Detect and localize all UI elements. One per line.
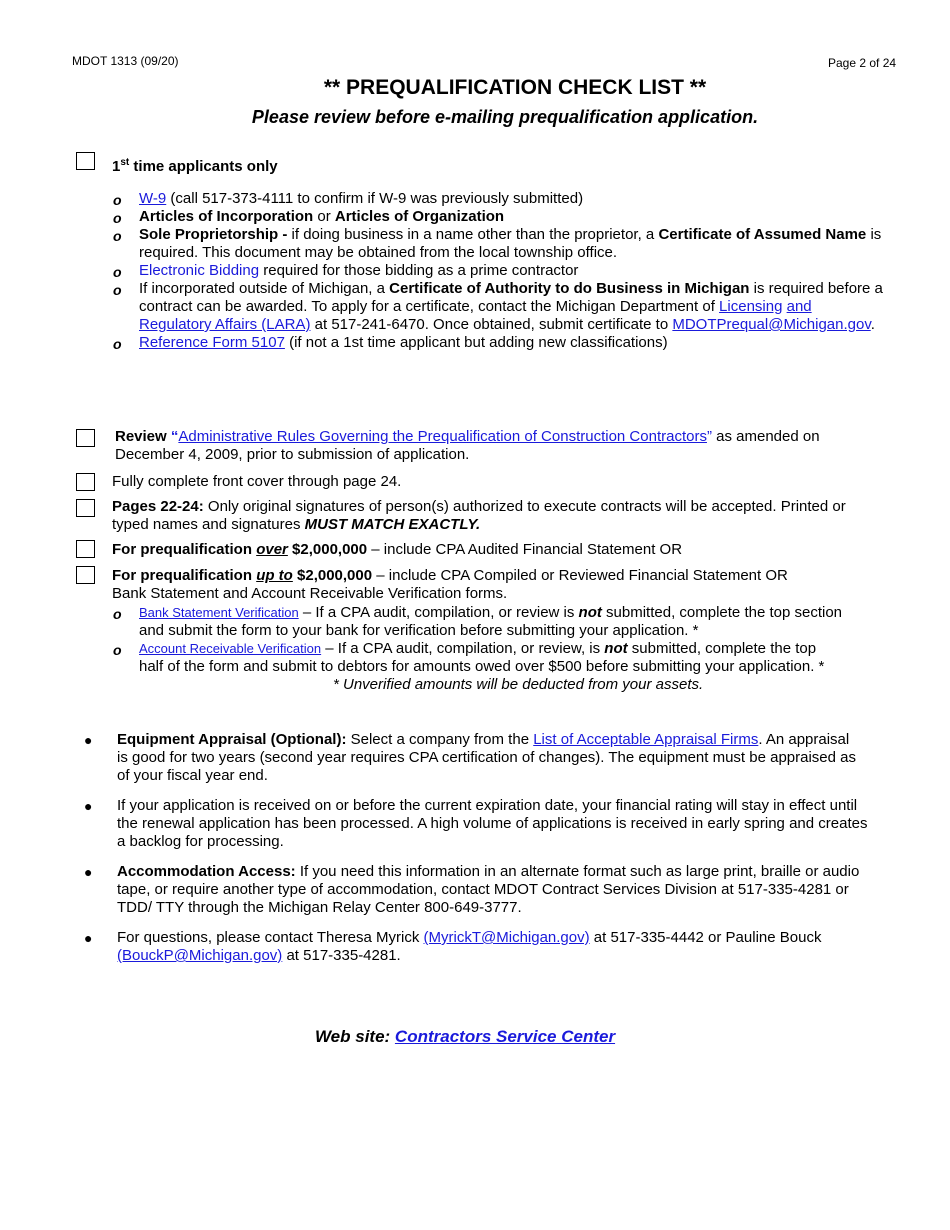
signatures-checkbox[interactable] [76,499,95,517]
bouck-email-link[interactable]: (BouckP@Michigan.gov) [117,947,283,964]
complete-checkbox[interactable] [76,473,95,491]
bullet-o-icon: o [113,606,122,622]
review-item: Review “Administrative Rules Governing the Prequalification of Construction Contractors” as amended on December 4, 2009, prior to submission of application. [115,428,820,463]
page-number: Page 2 of 24 [828,56,897,70]
equipment-appraisal-item: Equipment Appraisal (Optional): Select a company from the List of Acceptable Appraisal Firms. An appraisal is good for two years (second year requires CPA certification of changes). The equipment must be appraised as of your fiscal year end. [117,731,856,784]
list-item: Articles of Incorporation or Articles of Organization [139,208,505,225]
bullet-o-icon: o [113,264,122,280]
w9-link[interactable]: W-9 [139,190,167,207]
review-checkbox[interactable] [76,429,95,447]
account-receivable-link[interactable]: Account Receivable Verification [139,641,322,656]
list-item: W-9 (call 517-373-4111 to confirm if W-9 was previously submitted) [139,190,584,207]
lara-link[interactable]: Licensing [719,298,783,315]
electronic-bidding-link[interactable]: Electronic Bidding [139,262,260,279]
lara-link-name[interactable]: Regulatory Affairs (LARA) [139,316,311,333]
bullet-dot-icon: ● [84,864,93,880]
bullet-dot-icon: ● [84,930,93,946]
contractors-service-center-link[interactable]: Contractors Service Center [394,1027,616,1046]
bullet-o-icon: o [113,642,122,658]
up-to-2m-checkbox[interactable] [76,566,95,584]
unverified-note: * Unverified amounts will be deducted from your assets. [333,676,704,693]
bullet-o-icon: o [113,228,122,244]
bullet-o-icon: o [113,336,122,352]
list-item: Sole Proprietorship - if doing business in a name other than the proprietor, a Certificate of Assumed Name is required. This document may be obtained from the local township office. [139,226,882,261]
bullet-o-icon: o [113,192,122,208]
over-2m-checkbox[interactable] [76,540,95,558]
accommodation-item: Accommodation Access: If you need this information in an alternate format such as large print, braille or audio tape, or require another type of accommodation, contact MDOT Contract Services Division at 517-335-4281 or TDD/ TTY through the Michigan Relay Center 800-649-3777. [117,863,860,916]
bullet-o-icon: o [113,210,122,226]
list-item: Electronic Bidding required for those bidding as a prime contractor [139,262,579,279]
bank-statement-link[interactable]: Bank Statement Verification [139,605,299,620]
bullet-dot-icon: ● [84,798,93,814]
list-item: Account Receivable Verification – If a CPA audit, compilation, or review, is not submitted, complete the top half of the form and submit to debtors for amounts owed over $500 before submitting your application. * [139,640,825,675]
first-time-heading: 1st time applicants only [112,157,278,175]
signatures-item: Pages 22-24: Only original signatures of person(s) authorized to execute contracts will be accepted. Printed or typed names and signatures MUST MATCH EXACTLY. [112,498,846,533]
appraisal-firms-link[interactable]: List of Acceptable Appraisal Firms [533,731,759,748]
form-id: MDOT 1313 (09/20) [72,54,179,68]
list-item: Reference Form 5107 (if not a 1st time applicant but adding new classifications) [139,334,668,351]
lara-link-and[interactable]: and [786,298,812,315]
prequal-email-link[interactable]: MDOTPrequal@Michigan.gov [672,316,871,333]
list-item: Bank Statement Verification – If a CPA audit, compilation, or review is not submitted, complete the top section and submit the form to your bank for verification before submitting your application. * [139,604,843,639]
admin-rules-link[interactable]: Administrative Rules Governing the Prequalification of Construction Contractors [178,428,707,445]
list-item: If incorporated outside of Michigan, a Certificate of Authority to do Business in Michigan is required before a contract can be awarded. To apply for a certificate, contact the Michigan Department of Licensing and Regulatory Affairs (LARA) at 517-241-6470. Once obtained, submit certificate to MDOTPrequal@Michigan.gov. [139,280,883,333]
renewal-item: If your application is received on or before the current expiration date, your financial rating will stay in effect until the renewal application has been processed. A high volume of applications is received in early spring and creates a backlog for processing. [117,797,868,850]
website-footer: Web site: Contractors Service Center [314,1027,616,1046]
complete-item: Fully complete front cover through page 24. [112,473,402,490]
first-time-checkbox[interactable] [76,152,95,170]
bullet-o-icon: o [113,282,122,298]
bullet-dot-icon: ● [84,732,93,748]
up-to-2m-item: For prequalification up to $2,000,000 – include CPA Compiled or Reviewed Financial Statement OR Bank Statement and Account Receivable Verification forms. [112,567,788,602]
myrick-email-link[interactable]: (MyrickT@Michigan.gov) [423,929,590,946]
reference-form-link[interactable]: Reference Form 5107 [139,334,285,351]
questions-item: For questions, please contact Theresa Myrick (MyrickT@Michigan.gov) at 517-335-4442 or Pauline Bouck (BouckP@Michigan.gov) at 517-335-4281. [117,929,822,964]
over-2m-item: For prequalification over $2,000,000 – include CPA Audited Financial Statement OR [112,541,683,558]
page-title: ** PREQUALIFICATION CHECK LIST ** [323,76,707,99]
page-subtitle: Please review before e-mailing prequalification application. [251,107,759,127]
